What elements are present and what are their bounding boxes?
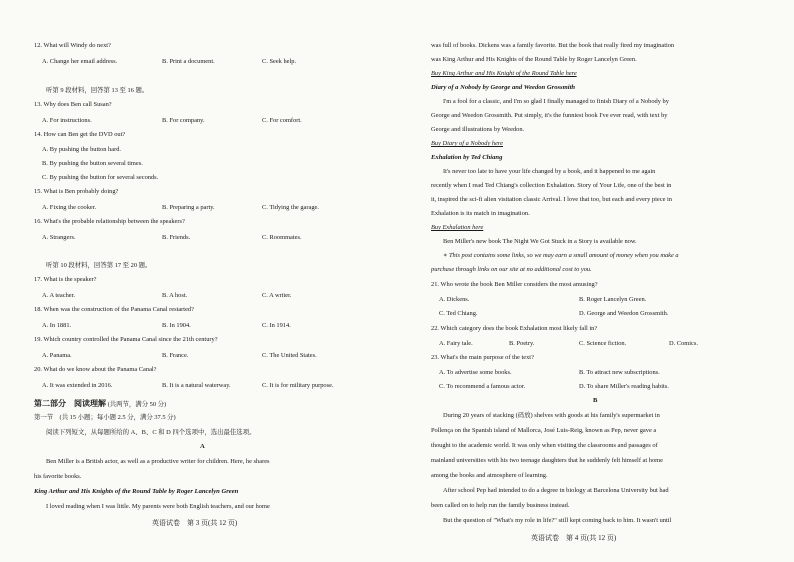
book-title: King Arthur and His Knights of the Round Table by Roger Lancelyn Green — [34, 488, 239, 495]
disclaimer: purchase through links on our site at no additional cost to you. — [431, 266, 592, 273]
option: A. For instructions. — [42, 117, 92, 124]
instruction-9: 听第 9 段材料，回答第 13 至 16 题。 — [46, 87, 149, 94]
paragraph: After school Pep had intended to do a degree in biology at Barcelona University but had — [443, 487, 669, 494]
right-page — [397, 0, 794, 562]
passage-letter: A — [200, 443, 205, 450]
paragraph: it, inspired the sci-fi alien visitation classic Arrival. I love that too, but each and every piece in — [431, 196, 672, 203]
question-14: 14. How can Ben get the DVD out? — [34, 131, 126, 138]
option: C. Ted Chiang. — [439, 310, 478, 317]
option: C. A writer. — [262, 292, 292, 299]
option: B. In 1904. — [162, 322, 191, 329]
paragraph: During 20 years of stacking (码放) shelves with goods at his family's supermarket in — [443, 412, 660, 419]
buy-link[interactable]: Buy Exhalation here — [431, 224, 484, 231]
section-heading: 第一节 (共 15 小题；每小题 2.5 分，满分 37.5 分) — [34, 414, 176, 421]
question-12: 12. What will Windy do next? — [34, 42, 111, 49]
passage-letter: B — [593, 397, 598, 404]
buy-link[interactable]: Buy Diary of a Nobody here — [431, 140, 503, 147]
paragraph: thought to the academic world. It was only when visiting the classrooms and passages of — [431, 442, 658, 449]
option: D. George and Weedon Grossmith. — [579, 310, 669, 317]
section-instruction: 阅读下列短文，从每题所给的 A、B、C 和 D 四个选项中，选出最佳选项。 — [46, 429, 256, 436]
paragraph: been called on to help run the family business instead. — [431, 502, 570, 509]
question-17: 17. What is the speaker? — [34, 276, 97, 283]
question-18: 18. When was the construction of the Panama Canal restarted? — [34, 306, 194, 313]
option: A. In 1881. — [42, 322, 72, 329]
option: C. Tidying the garage. — [262, 204, 319, 211]
question-16: 16. What's the probable relationship between the speakers? — [34, 218, 185, 225]
part-title: 第二部分 阅读理解 — [34, 399, 106, 408]
option: B. A host. — [162, 292, 188, 299]
question-19: 19. Which country controlled the Panama Canal since the 21th century? — [34, 336, 218, 343]
paragraph: mainland universities with his two teenage daughters that he suddenly felt himself at home — [431, 457, 663, 464]
buy-link[interactable]: Buy King Arthur and His Knight of the Round Table here — [431, 70, 577, 77]
option: C. It is for military purpose. — [262, 382, 334, 389]
paragraph: George and illustrations by Weedon. — [431, 126, 525, 133]
option: B. For company. — [162, 117, 205, 124]
paragraph: among the books and atmosphere of learning. — [431, 472, 548, 479]
option: A. To advertise some books. — [439, 369, 512, 376]
option: A. A teacher. — [42, 292, 76, 299]
option: B. Friends. — [162, 234, 191, 241]
option: A. It was extended in 2016. — [42, 382, 113, 389]
option: D. To share Miller's reading habits. — [579, 383, 669, 390]
part-note: (共两节，满分 50 分) — [107, 401, 167, 408]
option: B. France. — [162, 352, 189, 359]
option: D. Comics. — [669, 340, 698, 347]
disclaimer: ∗ This post contains some links, so we may earn a small amount of money when you make a — [443, 252, 679, 259]
paragraph: George and Weedon Grossmith. Put simply, it's the funniest book I've ever read, with text by — [431, 112, 668, 119]
option: B. Preparing a party. — [162, 204, 215, 211]
paragraph: was full of books. Dickens was a family favorite. But the book that really fired my imagination — [431, 42, 675, 49]
option: A. Panama. — [42, 352, 72, 359]
option: C. The United States. — [262, 352, 317, 359]
book-title: Exhalation by Ted Chiang — [431, 154, 503, 161]
question-20: 20. What do we know about the Panama Canal? — [34, 366, 157, 373]
paragraph: I'm a fool for a classic, and I'm so glad I finally managed to finish Diary of a Nobody by — [443, 98, 669, 105]
paragraph: I loved reading when I was little. My parents were both English teachers, and our home — [46, 503, 270, 510]
option: B. To attract new subscriptions. — [579, 369, 660, 376]
option: C. Roommates. — [262, 234, 302, 241]
option: C. Science fiction. — [579, 340, 627, 347]
option: C. For comfort. — [262, 117, 302, 124]
option: A. Dickens. — [439, 296, 470, 303]
option: B. By pushing the button several times. — [42, 160, 143, 167]
option: A. Strangers. — [42, 234, 76, 241]
option: B. Roger Lancelyn Green. — [579, 296, 647, 303]
paragraph: Exhalation is its match in imagination. — [431, 210, 530, 217]
question-13: 13. Why does Ben call Susan? — [34, 101, 112, 108]
paragraph: recently when I read Ted Chiang's collection Exhalation. Story of Your Life, one of the best in — [431, 182, 672, 189]
book-title: Diary of a Nobody by George and Weedon Grossmith — [431, 84, 576, 91]
paragraph: Ben Miller is a British actor, as well as a productive writer for children. Here, he shares — [46, 458, 270, 465]
paragraph: But the question of "What's my role in life?" still kept coming back to him. It wasn't until — [443, 517, 672, 524]
option: A. Fixing the cooker. — [42, 204, 97, 211]
option: C. Seek help. — [262, 58, 297, 65]
option: C. In 1914. — [262, 322, 291, 329]
option: B. Poetry. — [509, 340, 535, 347]
instruction-10: 听第 10 段材料，回答第 17 至 20 题。 — [46, 262, 152, 269]
part-heading — [34, 400, 166, 409]
paragraph: Pollença on the Spanish island of Mallorca, José Luis-Reig, known as Pep, never gave a — [431, 427, 657, 434]
option: C. To recommend a famous actor. — [439, 383, 526, 390]
question-21: 21. Who wrote the book Ben Miller considers the most amusing? — [431, 281, 598, 288]
question-22: 22. Which category does the book Exhalation most likely fall in? — [431, 325, 598, 332]
option: A. Change her email address. — [42, 58, 118, 65]
question-23: 23. What's the main purpose of the text? — [431, 354, 534, 361]
paragraph: his favorite books. — [34, 473, 82, 480]
paragraph: Ben Miller's new book The Night We Got Stuck in a Story is available now. — [443, 238, 637, 245]
question-15: 15. What is Ben probably doing? — [34, 188, 119, 195]
option: B. It is a natural waterway. — [162, 382, 231, 389]
page-footer: 英语试卷 第 3 页(共 12 页) — [152, 519, 238, 527]
option: A. By pushing the button hard. — [42, 146, 121, 153]
option: C. By pushing the button for several seconds. — [42, 174, 159, 181]
paragraph: It's never too late to have your life changed by a book, and it happened to me again — [443, 168, 656, 175]
option: A. Fairy tale. — [439, 340, 473, 347]
page-footer: 英语试卷 第 4 页(共 12 页) — [531, 534, 617, 542]
option: B. Print a document. — [162, 58, 215, 65]
paragraph: was King Arthur and His Knights of the Round Table by Roger Lancelyn Green. — [431, 56, 637, 63]
